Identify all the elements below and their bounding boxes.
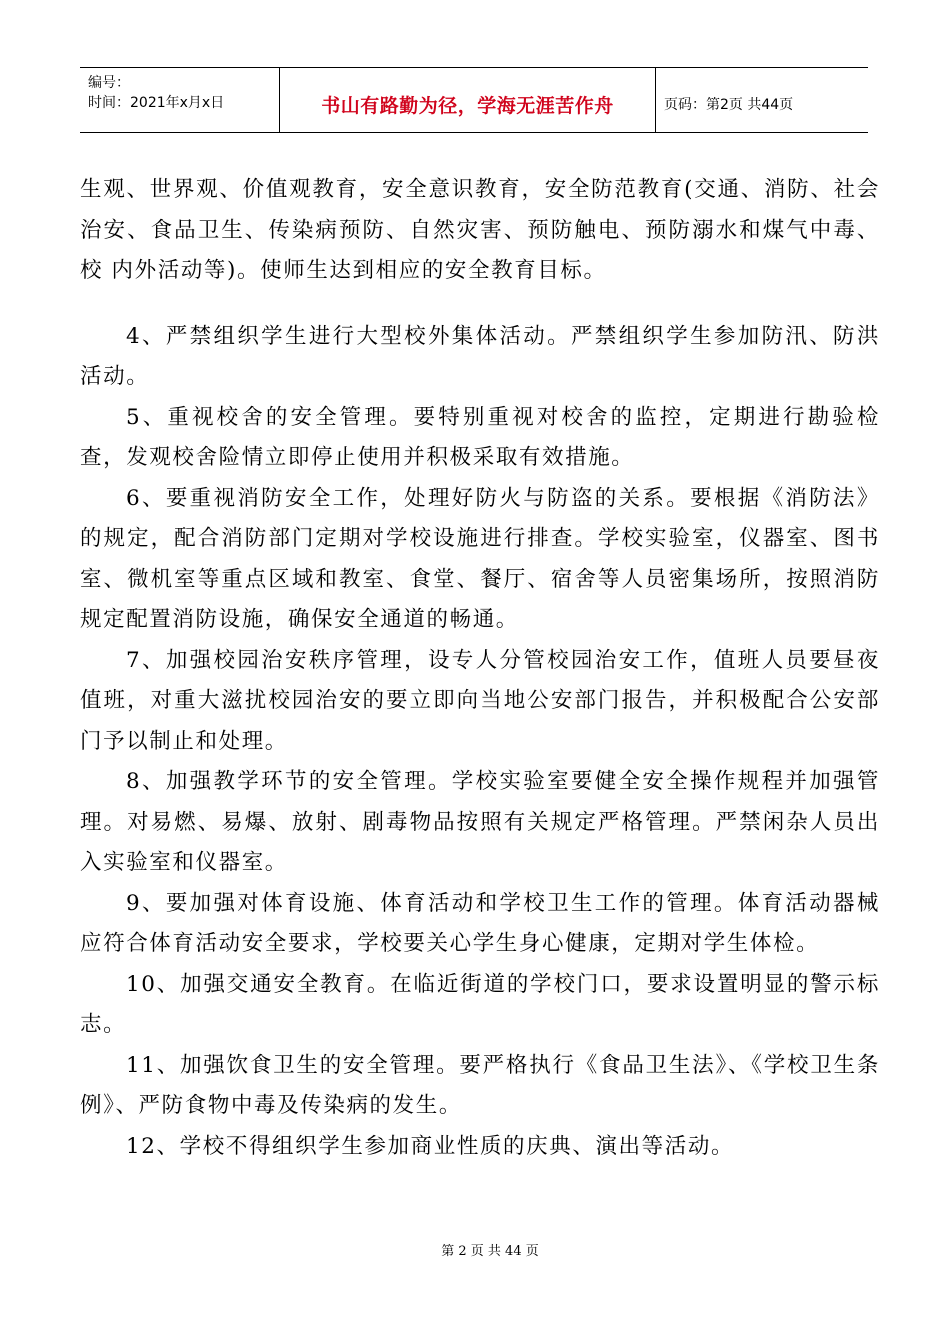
paragraph-item-6: 6、要重视消防安全工作，处理好防火与防盗的关系。要根据《消防法》的规定，配合消防部门定期对学校设施进行排查。学校实验室，仪器室、图书室、微机室等重点区域和教室、食堂、餐厅、宿舍等人员密集场所，按照消防规定配置消防设施，确保安全通道的畅通。	[80, 485, 880, 632]
page-code-label: 页码：第2页 共44页	[664, 97, 794, 113]
paragraph-item-7: 7、加强校园治安秩序管理，设专人分管校园治安工作，值班人员要昼夜值班，对重大滋扰校园治安的要立即向当地公安部门报告，并积极配合公安部门予以制止和处理。	[80, 647, 880, 754]
header-page-cell	[656, 68, 868, 132]
header-meta	[80, 68, 280, 132]
date-label: 时间：2021年x月x日	[88, 95, 225, 111]
paragraph-item-5: 5、重视校舍的安全管理。要特别重视对校舍的监控，定期进行勘验检查，发观校舍险情立即停止使用并积极采取有效措施。	[80, 404, 880, 470]
page-footer	[0, 1240, 950, 1259]
paragraph-item-12: 12、学校不得组织学生参加商业性质的庆典、演出等活动。	[126, 1133, 735, 1159]
paragraph-item-4: 4、严禁组织学生进行大型校外集体活动。严禁组织学生参加防汛、防洪活动。	[80, 323, 880, 389]
paragraph-item-9: 9、要加强对体育设施、体育活动和学校卫生工作的管理。体育活动器械应符合体育活动安全要求，学校要关心学生身心健康，定期对学生体检。	[80, 890, 880, 956]
paragraph-item-8: 8、加强教学环节的安全管理。学校实验室要健全安全操作规程并加强管理。对易燃、易爆、放射、剧毒物品按照有关规定严格管理。严禁闲杂人员出入实验室和仪器室。	[80, 769, 880, 875]
header-motto-cell	[280, 68, 656, 132]
document-body	[80, 170, 880, 1167]
page-header	[80, 67, 868, 133]
serial-number-label: 编号：	[88, 75, 130, 91]
paragraph-continued: 生观、世界观、价值观教育，安全意识教育，安全防范教育(交通、消防、社会治安、食品卫生、传染病预防、自然灾害、预防触电、预防溺水和煤气中毒、校 内外活动等)。使师生达到相应的安全教育目标。	[80, 177, 880, 283]
paragraph-item-11: 11、加强饮食卫生的安全管理。要严格执行《食品卫生法》、《学校卫生条例》、严防食物中毒及传染病的发生。	[80, 1052, 880, 1118]
paragraph-item-10: 10、加强交通安全教育。在临近街道的学校门口，要求设置明显的警示标志。	[80, 971, 880, 1037]
footer-page-number: 第 2 页 共 44 页	[441, 1244, 539, 1259]
motto-text: 书山有路勤为径，学海无涯苦作舟	[321, 94, 614, 117]
